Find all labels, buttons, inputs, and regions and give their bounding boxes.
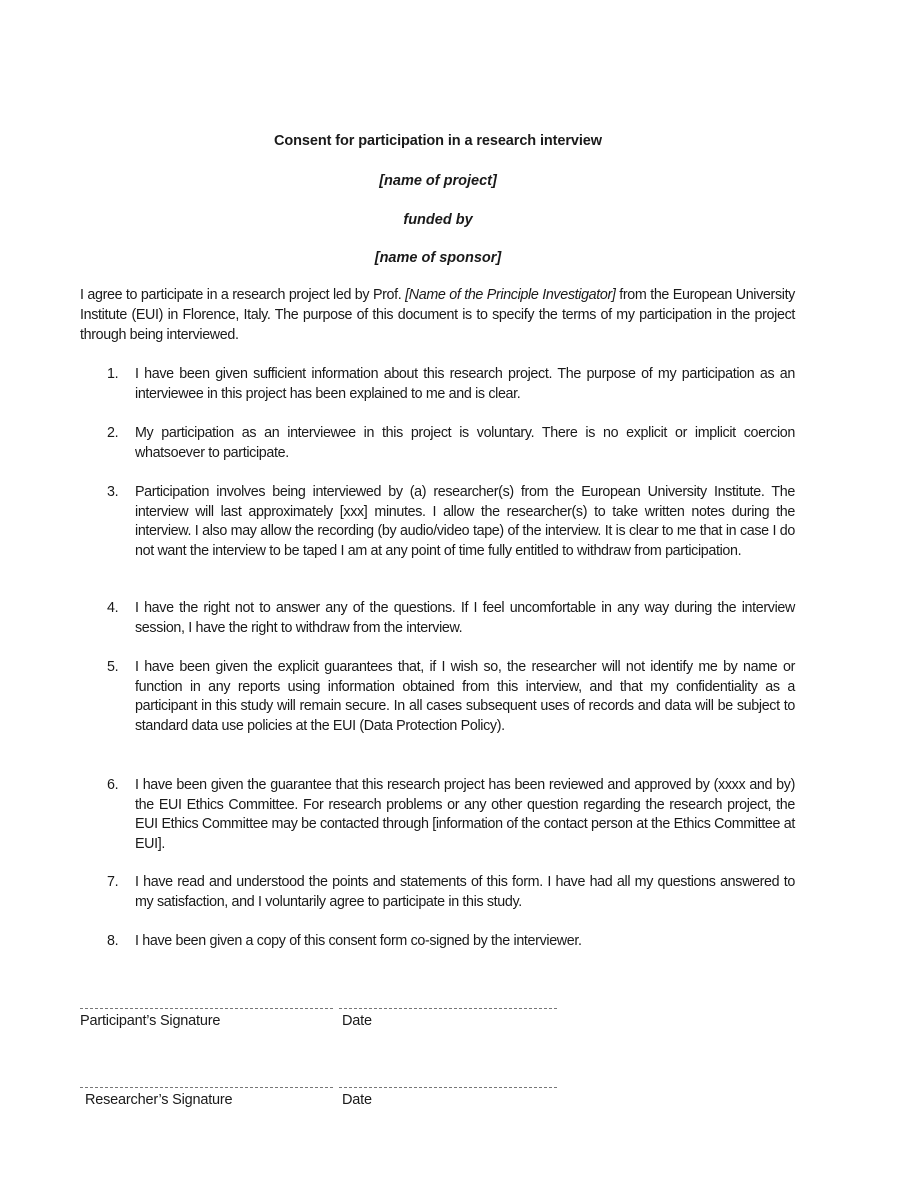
item-number: 1. — [107, 366, 119, 382]
item-number: 3. — [107, 484, 119, 500]
intro-text-part1: I agree to participate in a research project led by Prof. — [80, 287, 406, 303]
participant-date-label: Date — [342, 1013, 372, 1029]
researcher-date-line[interactable] — [339, 1087, 557, 1088]
item-text: My participation as an interviewee in this project is voluntary. There is no explicit or implicit coercion whatsoever to participate. — [135, 425, 795, 461]
researcher-signature-line[interactable] — [80, 1087, 333, 1088]
item-text: I have the right not to answer any of the questions. If I feel uncomfortable in any way during the interview session, I have the right to withdraw from the interview. — [135, 600, 795, 636]
item-number: 4. — [107, 600, 119, 616]
intro-paragraph — [80, 285, 795, 346]
funded-by-label: funded by — [403, 212, 473, 228]
sponsor-name-placeholder: [name of sponsor] — [374, 250, 502, 266]
item-text: I have been given a copy of this consent form co-signed by the interviewer. — [135, 933, 582, 949]
item-number: 2. — [107, 425, 119, 441]
researcher-date-label: Date — [342, 1092, 372, 1108]
item-text: I have read and understood the points and statements of this form. I have had all my questions answered to my satisfaction, and I voluntarily agree to participate in this study. — [135, 874, 795, 910]
intro-text-part2: from the European University Institute (EUI) in Florence, Italy. The purpose of this document is to specify the terms of my participation in the project through being interviewed. — [80, 287, 795, 344]
item-text: Participation involves being interviewed by (a) researcher(s) from the European University Institute. The interview will last approximately [xxx] minutes. I allow the researcher(s) to take written notes during the interview. I also may allow the recording (by audio/video tape) of the interview. It is clear to me that in case I do not want the interview to be taped I am at any point of time fully entitled to withdraw from participation. — [135, 484, 795, 559]
document-title: Consent for participation in a research interview — [274, 133, 602, 149]
participant-signature-line[interactable] — [80, 1008, 333, 1009]
participant-signature-label: Participant’s Signature — [80, 1013, 221, 1029]
item-text: I have been given sufficient information about this research project. The purpose of my participation as an interviewee in this project has been explained to me and is clear. — [135, 366, 795, 402]
item-number: 8. — [107, 933, 119, 949]
researcher-signature-label: Researcher’s Signature — [85, 1092, 233, 1108]
item-number: 6. — [107, 777, 119, 793]
item-number: 5. — [107, 659, 119, 675]
item-number: 7. — [107, 874, 119, 890]
participant-date-line[interactable] — [339, 1008, 557, 1009]
item-text: I have been given the guarantee that this research project has been reviewed and approved by (xxxx and by) the EUI Ethics Committee. For research problems or any other question regarding the research project, the EUI Ethics Committee may be contacted through [information of the contact person at the Ethics Committee at EUI]. — [135, 777, 795, 852]
item-text: I have been given the explicit guarantees that, if I wish so, the researcher will not identify me by name or function in any reports using information obtained from this interview, and that my confidentiality as a participant in this study will remain secure. In all cases subsequent uses of records and data will be subject to standard data use policies at the EUI (Data Protection Policy). — [135, 659, 795, 734]
project-name-placeholder: [name of project] — [379, 173, 497, 189]
investigator-placeholder: [Name of the Principle Investigator] — [405, 287, 616, 303]
